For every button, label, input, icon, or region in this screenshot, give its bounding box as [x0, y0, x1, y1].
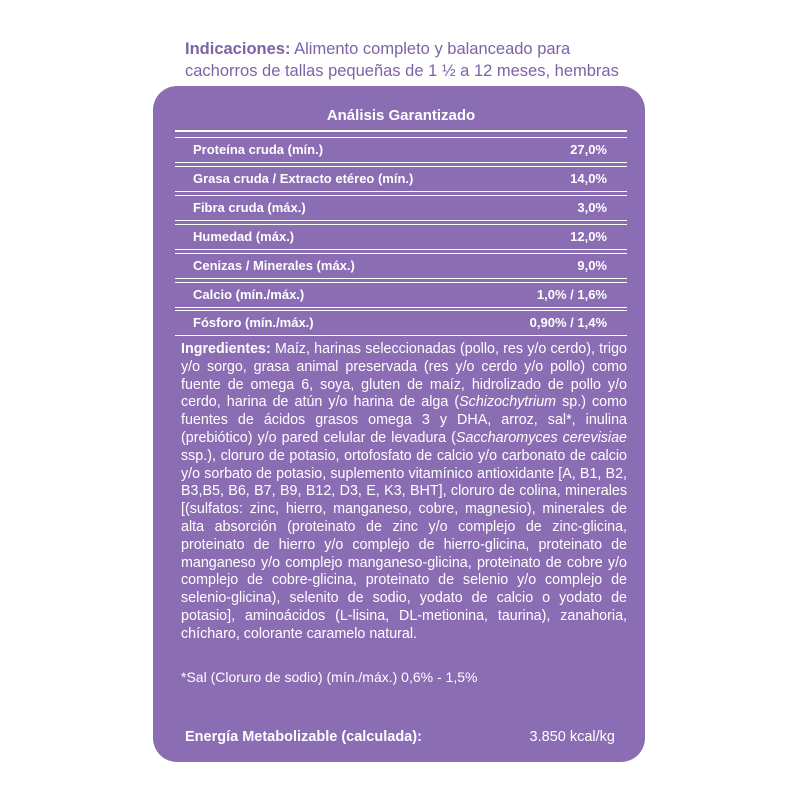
- energy-label: Energía Metabolizable (calculada):: [185, 729, 422, 745]
- row-value: 1,0% / 1,6%: [536, 287, 607, 302]
- ingredients-label: Ingredientes:: [181, 341, 271, 357]
- row-label: Calcio (mín./máx.): [193, 287, 305, 302]
- row-label: Fibra cruda (máx.): [193, 200, 306, 215]
- energy-value: 3.850 kcal/kg: [529, 729, 615, 745]
- analysis-row-fiber: [175, 195, 627, 221]
- row-label: Cenizas / Minerales (máx.): [193, 258, 355, 273]
- row-value: 3,0%: [577, 200, 607, 215]
- analysis-title: Análisis Garantizado: [326, 107, 476, 124]
- ingredients-text: [181, 341, 627, 644]
- title-divider: [175, 130, 627, 132]
- ingredients-part-3: ssp.), cloruro de potasio, ortofosfato de calcio y/o carbonato de calcio y/o sorbato de potasio, suplemento vitamínico antioxidante [A, B1, B2, B3,B5, B6, B7, B9, B12, D3, E, K3, BHT], cloruro de colina, minerales [(sulfatos: zinc, hierro, manganeso, cobre, magnesio), minerales de alta absorción (proteinato de zinc y/o complejo de zinc-glicina, proteinato de hierro y/o complejo de hierro-glicina, proteinato de manganeso y/o complejo manganeso-glicina, proteinato de cobre y/o complejo de cobre-glicina, proteinato de selenio y/o complejo de selenio-glicina), selenito de sodio, yodato de calcio o yodato de potasio], aminoácidos (L-lisina, DL-metionina, taurina), zanahoria, chícharo, colorante caramelo natural.: [181, 447, 627, 642]
- analysis-row-calcium: [175, 282, 627, 308]
- analysis-row-protein: [175, 137, 627, 163]
- row-label: Grasa cruda / Extracto etéreo (mín.): [193, 171, 414, 186]
- analysis-row-fat: [175, 166, 627, 192]
- row-value: 0,90% / 1,4%: [529, 315, 607, 330]
- ingredients-part-1: Maíz, harinas seleccionadas (pollo, res y/o cerdo), trigo y/o sorgo, grasa animal preservada (res y/o cerdo y/o pollo) como fuente de omega 6, soya, gluten de maíz, hidrolizado de pollo y/o cerdo, harina de atún y/o harina de alga (: [181, 341, 627, 411]
- ingredients-species-2: Saccharomyces cerevisiae: [455, 429, 627, 446]
- analysis-row-phosphorus: [175, 310, 627, 336]
- indications-body: Alimento completo y balanceado para cachorros de tallas pequeñas de 1 ½ a 12 meses, hembras: [185, 40, 619, 80]
- ingredients-species-1: Schizochytrium: [459, 394, 557, 411]
- analysis-row-ash: [175, 253, 627, 279]
- analysis-row-moisture: [175, 224, 627, 250]
- row-value: 14,0%: [570, 171, 607, 186]
- row-label: Fósforo (mín./máx.): [193, 315, 314, 330]
- salt-note: *Sal (Cloruro de sodio) (mín./máx.) 0,6% - 1,5%: [181, 669, 478, 685]
- row-label: Humedad (máx.): [193, 229, 295, 244]
- row-value: 12,0%: [570, 229, 607, 244]
- row-label: Proteína cruda (mín.): [193, 142, 324, 157]
- row-value: 27,0%: [570, 142, 607, 157]
- indications-label: Indicaciones:: [185, 40, 291, 58]
- row-value: 9,0%: [577, 258, 607, 273]
- ingredients-part-2: sp.) como fuentes de ácidos grasos omega 3 y DHA, arroz, sal*, inulina (prebiótico) y/o pared celular de levadura (: [181, 394, 627, 446]
